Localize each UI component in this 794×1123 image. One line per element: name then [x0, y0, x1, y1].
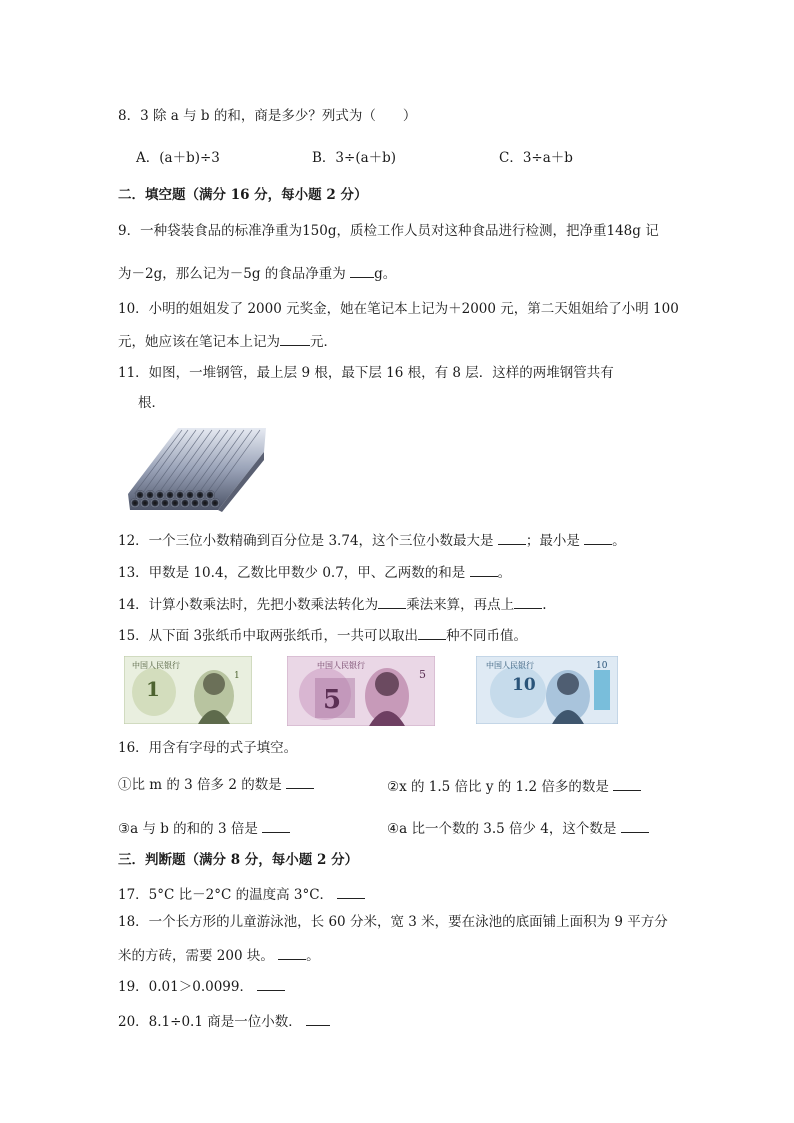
banknote-5-header: 中国人民银行 — [317, 661, 365, 670]
q16-item-1 — [118, 774, 314, 794]
banknote-10-corner-denomination: 10 — [596, 661, 608, 671]
q8-option-a[interactable]: A．(a＋b)÷3 — [136, 150, 220, 166]
q20-answer-blank[interactable] — [306, 1011, 330, 1026]
q20 — [118, 1011, 330, 1031]
q13-end: 。 — [497, 565, 512, 581]
q18-end: 。 — [306, 948, 320, 964]
q14-text-a: 14．计算小数乘法时，先把小数乘法转化为 — [118, 597, 379, 613]
q16-item-2-text: ②x 的 1.5 倍比 y 的 1.2 倍多的数是 — [387, 779, 609, 795]
q17-answer-blank[interactable] — [337, 884, 365, 899]
q12-answer-max-blank[interactable] — [498, 530, 526, 545]
q12-answer-min-blank[interactable] — [584, 530, 612, 545]
q8-option-b[interactable]: B．3÷(a＋b) — [312, 150, 397, 166]
banknote-1-corner-denomination: 1 — [234, 671, 240, 681]
q19 — [118, 976, 285, 996]
q9-unit: g。 — [374, 266, 397, 282]
q10-answer-blank[interactable] — [280, 331, 310, 346]
banknote-1-header: 中国人民银行 — [132, 661, 180, 670]
q18-answer-blank[interactable] — [278, 945, 306, 960]
q9-line1: 9．一种袋装食品的标准净重为150g，质检工作人员对这种食品进行检测，把净重148g 记 — [118, 223, 659, 239]
q9-line2 — [118, 263, 396, 283]
q9-answer-blank[interactable] — [350, 263, 374, 278]
q13-text: 13．甲数是 10.4，乙数比甲数少 0.7，甲、乙两数的和是 — [118, 565, 466, 581]
q16-item-2 — [387, 776, 641, 796]
banknote-1-denomination: 1 — [146, 677, 160, 701]
q19-text: 19．0.01＞0.0099． — [118, 979, 253, 995]
q12-text-c: 。 — [612, 533, 626, 549]
q10-line2 — [118, 331, 337, 351]
q12-text-b: ；最小是 — [525, 533, 580, 549]
q18-line1: 18．一个长方形的儿童游泳池，长 60 分米，宽 3 米，要在泳池的底面铺上面积为 9 平方分 — [118, 914, 668, 930]
q18-text: 米的方砖，需要 200 块。 — [118, 948, 274, 964]
section-title-true-false: 三．判断题（满分 8 分，每小题 2 分） — [118, 852, 359, 868]
q12-text-a: 12．一个三位小数精确到百分位是 3.74，这个三位小数最大是 — [118, 533, 494, 549]
banknote-10-denomination: 10 — [512, 675, 536, 695]
q19-answer-blank[interactable] — [257, 976, 285, 991]
q16-item-4 — [387, 818, 649, 838]
q14-end: . — [542, 597, 547, 613]
q17 — [118, 884, 365, 904]
banknote-5-denomination: 5 — [323, 685, 342, 715]
q8-stem: 8．3 除 a 与 b 的和，商是多少？列式为（ ） — [118, 108, 417, 124]
steel-pipes-image — [126, 424, 268, 512]
q16-item-3-blank[interactable] — [262, 818, 290, 833]
q16-item-4-text: ④a 比一个数的 3.5 倍少 4，这个数是 — [387, 821, 617, 837]
q20-text: 20．8.1÷0.1 商是一位小数． — [118, 1014, 302, 1030]
q15-text-b: 种不同币值。 — [446, 628, 528, 644]
q13 — [118, 562, 511, 582]
q16-stem: 16．用含有字母的式子填空。 — [118, 740, 298, 756]
q13-answer-blank[interactable] — [470, 562, 498, 577]
q12 — [118, 530, 626, 550]
q9-text: 为－2g，那么记为－5g 的食品净重为 — [118, 266, 346, 282]
q16-item-4-blank[interactable] — [621, 818, 649, 833]
q16-item-1-blank[interactable] — [286, 774, 314, 789]
q10-unit: 元． — [310, 334, 337, 350]
banknote-1-yuan-image — [124, 656, 252, 724]
q16-item-2-blank[interactable] — [613, 776, 641, 791]
q11-line2: 根． — [138, 395, 165, 411]
q14-answer-blank-2[interactable] — [514, 594, 542, 609]
q15 — [118, 625, 527, 645]
banknote-5-corner-denomination: 5 — [419, 668, 426, 681]
q8-option-c[interactable]: C．3÷a＋b — [499, 150, 573, 166]
q14-text-b: 乘法来算，再点上 — [406, 597, 515, 613]
q16-item-1-text: ①比 m 的 3 倍多 2 的数是 — [118, 777, 282, 793]
q14-answer-blank-1[interactable] — [378, 594, 406, 609]
q17-text: 17．5°C 比－2°C 的温度高 3°C． — [118, 887, 334, 903]
q14 — [118, 594, 546, 614]
q16-item-3-text: ③a 与 b 的和的 3 倍是 — [118, 821, 258, 837]
q15-answer-blank[interactable] — [418, 625, 446, 640]
q10-text: 元，她应该在笔记本上记为 — [118, 334, 280, 350]
banknote-10-header: 中国人民银行 — [486, 661, 534, 670]
banknote-10-yuan-image — [476, 656, 618, 724]
q18-line2 — [118, 945, 320, 965]
q15-text-a: 15．从下面 3张纸币中取两张纸币，一共可以取出 — [118, 628, 419, 644]
banknote-5-yuan-image — [287, 656, 435, 726]
q11-line1: 11．如图，一堆钢管，最上层 9 根，最下层 16 根，有 8 层．这样的两堆钢管共有 — [118, 365, 614, 381]
section-title-fill-in: 二．填空题（满分 16 分，每小题 2 分） — [118, 187, 368, 203]
q10-line1: 10．小明的姐姐发了 2000 元奖金，她在笔记本上记为＋2000 元，第二天姐姐给了小明 100 — [118, 301, 679, 317]
q16-item-3 — [118, 818, 290, 838]
